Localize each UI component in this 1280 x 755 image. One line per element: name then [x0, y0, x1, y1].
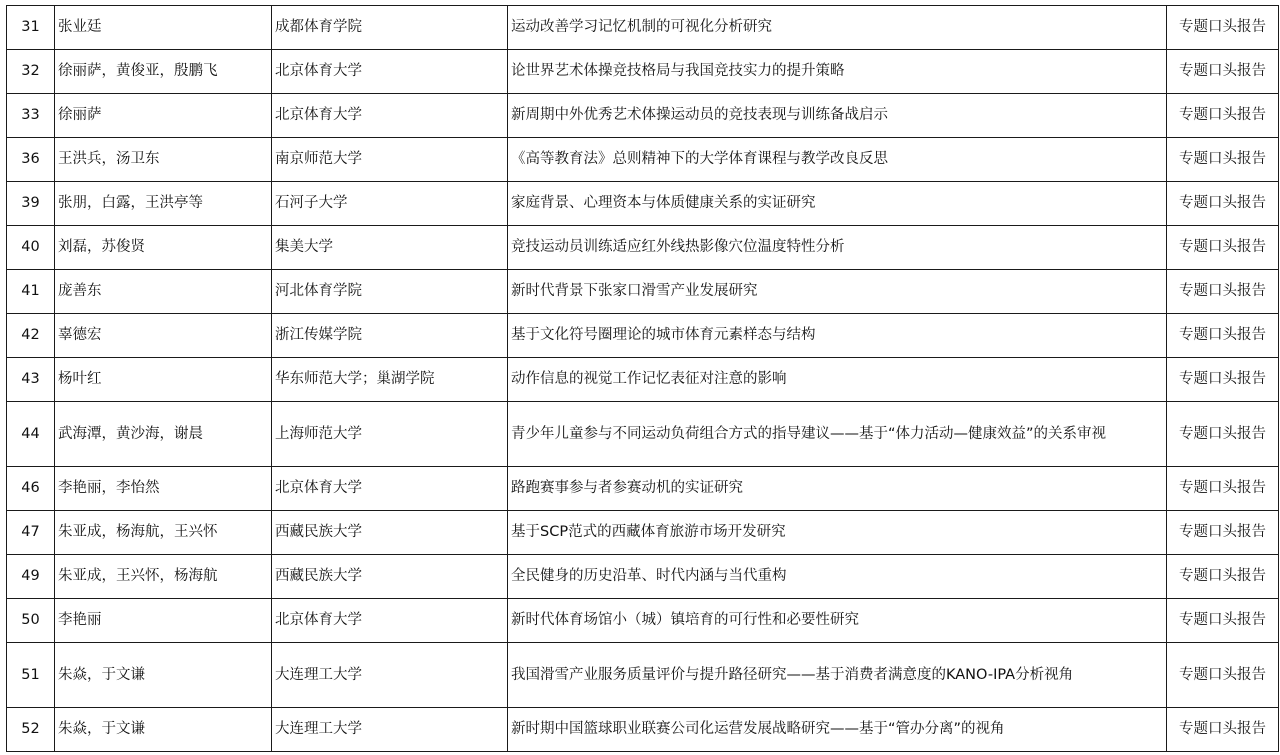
- authors-cell: 徐丽萨，黄俊亚，殷鹏飞: [55, 50, 272, 94]
- authors-cell: 武海潭，黄沙海，谢晨: [55, 402, 272, 467]
- paper-title-cell: 论世界艺术体操竞技格局与我国竞技实力的提升策略: [508, 50, 1167, 94]
- authors-cell: 杨叶红: [55, 358, 272, 402]
- table-row: [7, 6, 1279, 50]
- authors-cell: 李艳丽，李怡然: [55, 467, 272, 511]
- paper-title-cell: 新周期中外优秀艺术体操运动员的竞技表现与训练备战启示: [508, 94, 1167, 138]
- table-row: [7, 708, 1279, 752]
- paper-title-cell: 新时代背景下张家口滑雪产业发展研究: [508, 270, 1167, 314]
- authors-cell: 朱亚成，王兴怀，杨海航: [55, 555, 272, 599]
- authors-cell: 庞善东: [55, 270, 272, 314]
- authors-cell: 李艳丽: [55, 599, 272, 643]
- row-number-cell: 44: [7, 402, 55, 467]
- affiliation-cell: 华东师范大学；巢湖学院: [272, 358, 508, 402]
- row-number-cell: 31: [7, 6, 55, 50]
- authors-cell: 朱焱，于文谦: [55, 708, 272, 752]
- table-row: [7, 226, 1279, 270]
- presentation-type-cell: 专题口头报告: [1167, 94, 1279, 138]
- affiliation-cell: 集美大学: [272, 226, 508, 270]
- presentation-type-cell: 专题口头报告: [1167, 555, 1279, 599]
- presentation-type-cell: 专题口头报告: [1167, 511, 1279, 555]
- paper-title-cell: 路跑赛事参与者参赛动机的实证研究: [508, 467, 1167, 511]
- affiliation-cell: 西藏民族大学: [272, 511, 508, 555]
- presentation-type-cell: 专题口头报告: [1167, 599, 1279, 643]
- row-number-cell: 52: [7, 708, 55, 752]
- authors-cell: 辜德宏: [55, 314, 272, 358]
- row-number-cell: 41: [7, 270, 55, 314]
- authors-cell: 刘磊，苏俊贤: [55, 226, 272, 270]
- row-number-cell: 33: [7, 94, 55, 138]
- table-row: [7, 50, 1279, 94]
- affiliation-cell: 大连理工大学: [272, 708, 508, 752]
- table-row: [7, 599, 1279, 643]
- table-row: [7, 511, 1279, 555]
- paper-title-cell: 新时期中国篮球职业联赛公司化运营发展战略研究——基于“管办分离”的视角: [508, 708, 1167, 752]
- authors-cell: 朱亚成，杨海航，王兴怀: [55, 511, 272, 555]
- row-number-cell: 50: [7, 599, 55, 643]
- presentation-type-cell: 专题口头报告: [1167, 467, 1279, 511]
- paper-title-cell: 运动改善学习记忆机制的可视化分析研究: [508, 6, 1167, 50]
- paper-title-cell: 全民健身的历史沿革、时代内涵与当代重构: [508, 555, 1167, 599]
- presentation-type-cell: 专题口头报告: [1167, 138, 1279, 182]
- authors-cell: 王洪兵，汤卫东: [55, 138, 272, 182]
- affiliation-cell: 石河子大学: [272, 182, 508, 226]
- paper-title-cell: 新时代体育场馆小（城）镇培育的可行性和必要性研究: [508, 599, 1167, 643]
- row-number-cell: 39: [7, 182, 55, 226]
- table-row: [7, 358, 1279, 402]
- table-row: [7, 555, 1279, 599]
- affiliation-cell: 北京体育大学: [272, 467, 508, 511]
- table-row: [7, 467, 1279, 511]
- affiliation-cell: 北京体育大学: [272, 599, 508, 643]
- authors-cell: 张业廷: [55, 6, 272, 50]
- table-row: [7, 643, 1279, 708]
- row-number-cell: 47: [7, 511, 55, 555]
- row-number-cell: 49: [7, 555, 55, 599]
- row-number-cell: 32: [7, 50, 55, 94]
- affiliation-cell: 南京师范大学: [272, 138, 508, 182]
- paper-title-cell: 基于SCP范式的西藏体育旅游市场开发研究: [508, 511, 1167, 555]
- table-row: [7, 270, 1279, 314]
- affiliation-cell: 河北体育学院: [272, 270, 508, 314]
- table-row: [7, 402, 1279, 467]
- table-row: [7, 94, 1279, 138]
- authors-cell: 朱焱，于文谦: [55, 643, 272, 708]
- row-number-cell: 36: [7, 138, 55, 182]
- table-row: [7, 182, 1279, 226]
- paper-title-cell: 青少年儿童参与不同运动负荷组合方式的指导建议——基于“体力活动—健康效益”的关系审视: [508, 402, 1167, 467]
- row-number-cell: 42: [7, 314, 55, 358]
- row-number-cell: 46: [7, 467, 55, 511]
- affiliation-cell: 北京体育大学: [272, 50, 508, 94]
- presentation-type-cell: 专题口头报告: [1167, 402, 1279, 467]
- affiliation-cell: 西藏民族大学: [272, 555, 508, 599]
- row-number-cell: 43: [7, 358, 55, 402]
- authors-cell: 张朋，白露，王洪亭等: [55, 182, 272, 226]
- affiliation-cell: 成都体育学院: [272, 6, 508, 50]
- papers-table-body: [7, 6, 1279, 752]
- row-number-cell: 51: [7, 643, 55, 708]
- presentation-type-cell: 专题口头报告: [1167, 50, 1279, 94]
- paper-title-cell: 家庭背景、心理资本与体质健康关系的实证研究: [508, 182, 1167, 226]
- papers-table: [6, 5, 1279, 752]
- presentation-type-cell: 专题口头报告: [1167, 270, 1279, 314]
- paper-title-cell: 动作信息的视觉工作记忆表征对注意的影响: [508, 358, 1167, 402]
- presentation-type-cell: 专题口头报告: [1167, 182, 1279, 226]
- presentation-type-cell: 专题口头报告: [1167, 643, 1279, 708]
- paper-title-cell: 竞技运动员训练适应红外线热影像穴位温度特性分析: [508, 226, 1167, 270]
- affiliation-cell: 大连理工大学: [272, 643, 508, 708]
- table-row: [7, 314, 1279, 358]
- authors-cell: 徐丽萨: [55, 94, 272, 138]
- presentation-type-cell: 专题口头报告: [1167, 314, 1279, 358]
- paper-title-cell: 基于文化符号圈理论的城市体育元素样态与结构: [508, 314, 1167, 358]
- affiliation-cell: 浙江传媒学院: [272, 314, 508, 358]
- presentation-type-cell: 专题口头报告: [1167, 6, 1279, 50]
- row-number-cell: 40: [7, 226, 55, 270]
- presentation-type-cell: 专题口头报告: [1167, 358, 1279, 402]
- table-row: [7, 138, 1279, 182]
- paper-title-cell: 《高等教育法》总则精神下的大学体育课程与教学改良反思: [508, 138, 1167, 182]
- presentation-type-cell: 专题口头报告: [1167, 226, 1279, 270]
- affiliation-cell: 北京体育大学: [272, 94, 508, 138]
- presentation-type-cell: 专题口头报告: [1167, 708, 1279, 752]
- paper-title-cell: 我国滑雪产业服务质量评价与提升路径研究——基于消费者满意度的KANO-IPA分析视角: [508, 643, 1167, 708]
- affiliation-cell: 上海师范大学: [272, 402, 508, 467]
